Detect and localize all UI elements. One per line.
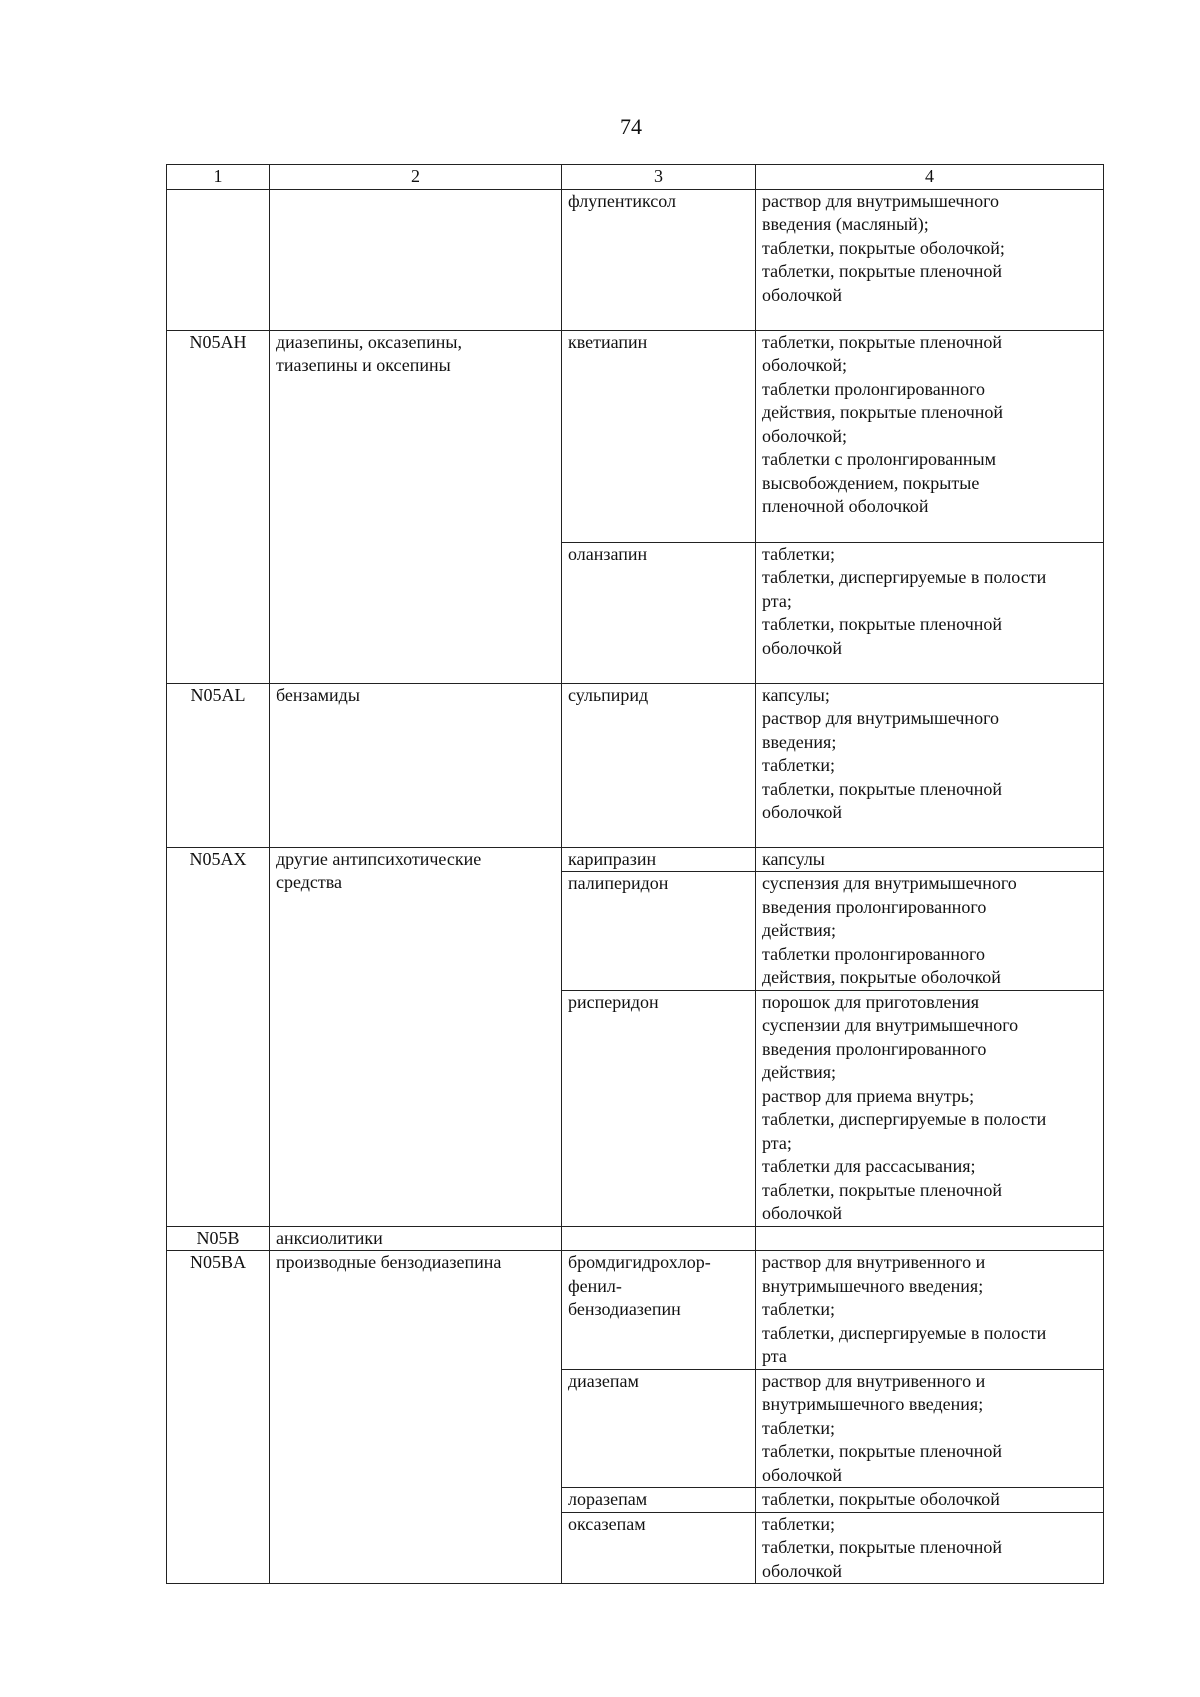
atc-code-cell: N05AL bbox=[167, 683, 270, 847]
dosage-form-cell: раствор для внутривенного и внутримышечного введения; таблетки; таблетки, покрытые пленочной оболочкой bbox=[756, 1369, 1104, 1488]
dosage-form-cell: порошок для приготовления суспензии для внутримышечного введения пролонгированного действия; раствор для приема внутрь; таблетки, диспергируемые в полости рта; таблетки для рассасывания; таблетки, покрытые пленочной оболочкой bbox=[756, 990, 1104, 1226]
drug-name-cell: палиперидон bbox=[562, 872, 756, 991]
header-col-1: 1 bbox=[167, 165, 270, 190]
drug-name-cell bbox=[562, 1226, 756, 1251]
atc-code-cell: N05B bbox=[167, 1226, 270, 1251]
atc-code-cell: N05AH bbox=[167, 330, 270, 683]
atc-code-cell: N05AX bbox=[167, 847, 270, 1226]
group-cell: диазепины, оксазепины, тиазепины и оксепины bbox=[270, 330, 562, 683]
drug-name-cell: сульпирид bbox=[562, 683, 756, 847]
drug-name-cell: карипразин bbox=[562, 847, 756, 872]
dosage-form-cell: раствор для внутримышечного введения (масляный); таблетки, покрытые оболочкой; таблетки, покрытые пленочной оболочкой bbox=[756, 189, 1104, 330]
dosage-form-cell: таблетки; таблетки, покрытые пленочной оболочкой bbox=[756, 1512, 1104, 1584]
drug-name-cell: оксазепам bbox=[562, 1512, 756, 1584]
group-cell bbox=[270, 189, 562, 330]
dosage-form-cell: таблетки, покрытые пленочной оболочкой; таблетки пролонгированного действия, покрытые пленочной оболочкой; таблетки с пролонгированным высвобождением, покрытые пленочной оболочкой bbox=[756, 330, 1104, 542]
table-row bbox=[167, 847, 1104, 872]
table-row bbox=[167, 189, 1104, 330]
dosage-form-cell: капсулы; раствор для внутримышечного введения; таблетки; таблетки, покрытые пленочной оболочкой bbox=[756, 683, 1104, 847]
dosage-form-cell: суспензия для внутримышечного введения пролонгированного действия; таблетки пролонгированного действия, покрытые оболочкой bbox=[756, 872, 1104, 991]
drug-table bbox=[166, 164, 1104, 1584]
group-cell: бензамиды bbox=[270, 683, 562, 847]
dosage-form-cell: капсулы bbox=[756, 847, 1104, 872]
table-header-row bbox=[167, 165, 1104, 190]
dosage-form-cell: таблетки, покрытые оболочкой bbox=[756, 1488, 1104, 1513]
drug-name-cell: флупентиксол bbox=[562, 189, 756, 330]
atc-code-cell: N05BA bbox=[167, 1251, 270, 1584]
page-number: 74 bbox=[620, 114, 642, 139]
dosage-form-cell bbox=[756, 1226, 1104, 1251]
drug-name-cell: кветиапин bbox=[562, 330, 756, 542]
drug-name-cell: рисперидон bbox=[562, 990, 756, 1226]
table-row bbox=[167, 683, 1104, 847]
atc-code-cell bbox=[167, 189, 270, 330]
group-cell: другие антипсихотические средства bbox=[270, 847, 562, 1226]
header-col-2: 2 bbox=[270, 165, 562, 190]
drug-name-cell: оланзапин bbox=[562, 542, 756, 683]
header-col-3: 3 bbox=[562, 165, 756, 190]
dosage-form-cell: раствор для внутривенного и внутримышечного введения; таблетки; таблетки, диспергируемые в полости рта bbox=[756, 1251, 1104, 1370]
table-row bbox=[167, 330, 1104, 542]
drug-name-cell: лоразепам bbox=[562, 1488, 756, 1513]
table-row bbox=[167, 1226, 1104, 1251]
dosage-form-cell: таблетки; таблетки, диспергируемые в полости рта; таблетки, покрытые пленочной оболочкой bbox=[756, 542, 1104, 683]
group-cell: производные бензодиазепина bbox=[270, 1251, 562, 1584]
drug-name-cell: бромдигидрохлор- фенил- бензодиазепин bbox=[562, 1251, 756, 1370]
drug-name-cell: диазепам bbox=[562, 1369, 756, 1488]
header-col-4: 4 bbox=[756, 165, 1104, 190]
table-row bbox=[167, 1251, 1104, 1370]
group-cell: анксиолитики bbox=[270, 1226, 562, 1251]
